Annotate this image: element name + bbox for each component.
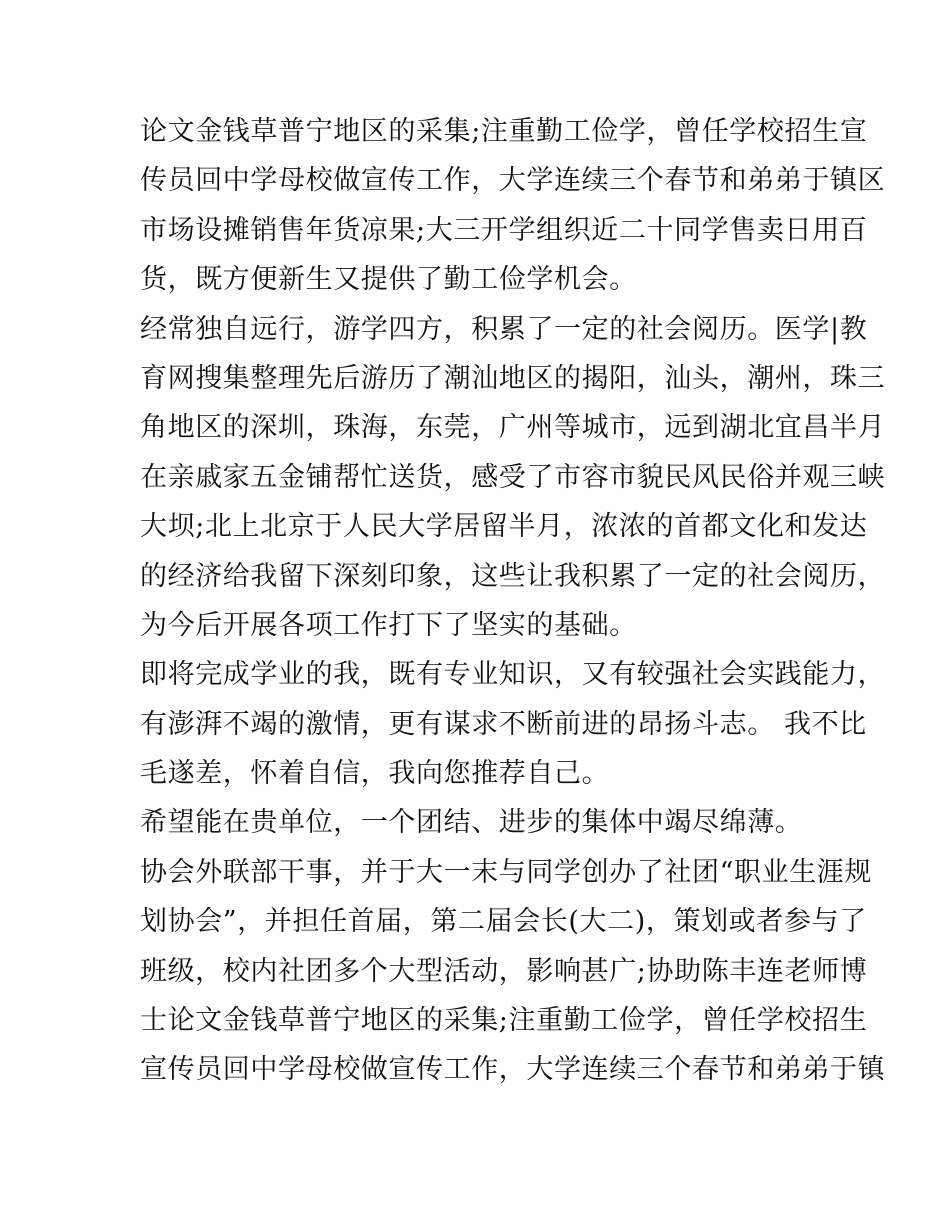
- text-line: 为今后开展各项工作打下了坚实的基础。: [140, 609, 637, 641]
- text-line: 在亲戚家五金铺帮忙送货，感受了市容市貌民风民俗并观三峡: [140, 461, 886, 493]
- document-body-text: [140, 107, 886, 1095]
- text-line: 划协会”，并担任首届，第二届会长(大二)，策划或者参与了: [140, 906, 867, 938]
- text-line: 育网搜集整理先后游历了潮汕地区的揭阳，汕头，潮州，珠三: [140, 362, 886, 394]
- text-line: 毛遂差，怀着自信，我向您推荐自己。: [140, 758, 610, 790]
- text-line: 宣传员回中学母校做宣传工作，大学连续三个春节和弟弟于镇: [140, 1054, 886, 1086]
- text-line: 货，既方便新生又提供了勤工俭学机会。: [140, 264, 637, 296]
- text-line: 市场设摊销售年货凉果;大三开学组织近二十同学售卖日用百: [140, 214, 868, 246]
- text-line: 论文金钱草普宁地区的采集;注重勤工俭学，曾任学校招生宣: [140, 116, 868, 147]
- text-line: 有澎湃不竭的激情，更有谋求不断前进的昂扬斗志。 我不比: [140, 708, 867, 740]
- text-line: 希望能在贵单位，一个团结、进步的集体中竭尽绵薄。: [140, 807, 803, 839]
- text-line: 班级，校内社团多个大型活动，影响甚广;协助陈丰连老师博: [140, 955, 868, 987]
- text-line: 的经济给我留下深刻印象，这些让我积累了一定的社会阅历，: [140, 560, 886, 592]
- text-line: 即将完成学业的我，既有专业知识，又有较强社会实践能力，: [140, 659, 886, 691]
- text-line: 协会外联部干事，并于大一末与同学创办了社团“职业生涯规: [140, 856, 873, 888]
- text-line: 经常独自远行，游学四方，积累了一定的社会阅历。医学|教: [140, 313, 868, 345]
- text-line: 传员回中学母校做宣传工作，大学连续三个春节和弟弟于镇区: [140, 165, 886, 197]
- text-line: 大坝;北上北京于人民大学居留半月，浓浓的首都文化和发达: [140, 511, 868, 543]
- text-line: 角地区的深圳，珠海，东莞，广州等城市，远到湖北宜昌半月: [140, 412, 886, 444]
- text-line: 士论文金钱草普宁地区的采集;注重勤工俭学，曾任学校招生: [140, 1005, 868, 1037]
